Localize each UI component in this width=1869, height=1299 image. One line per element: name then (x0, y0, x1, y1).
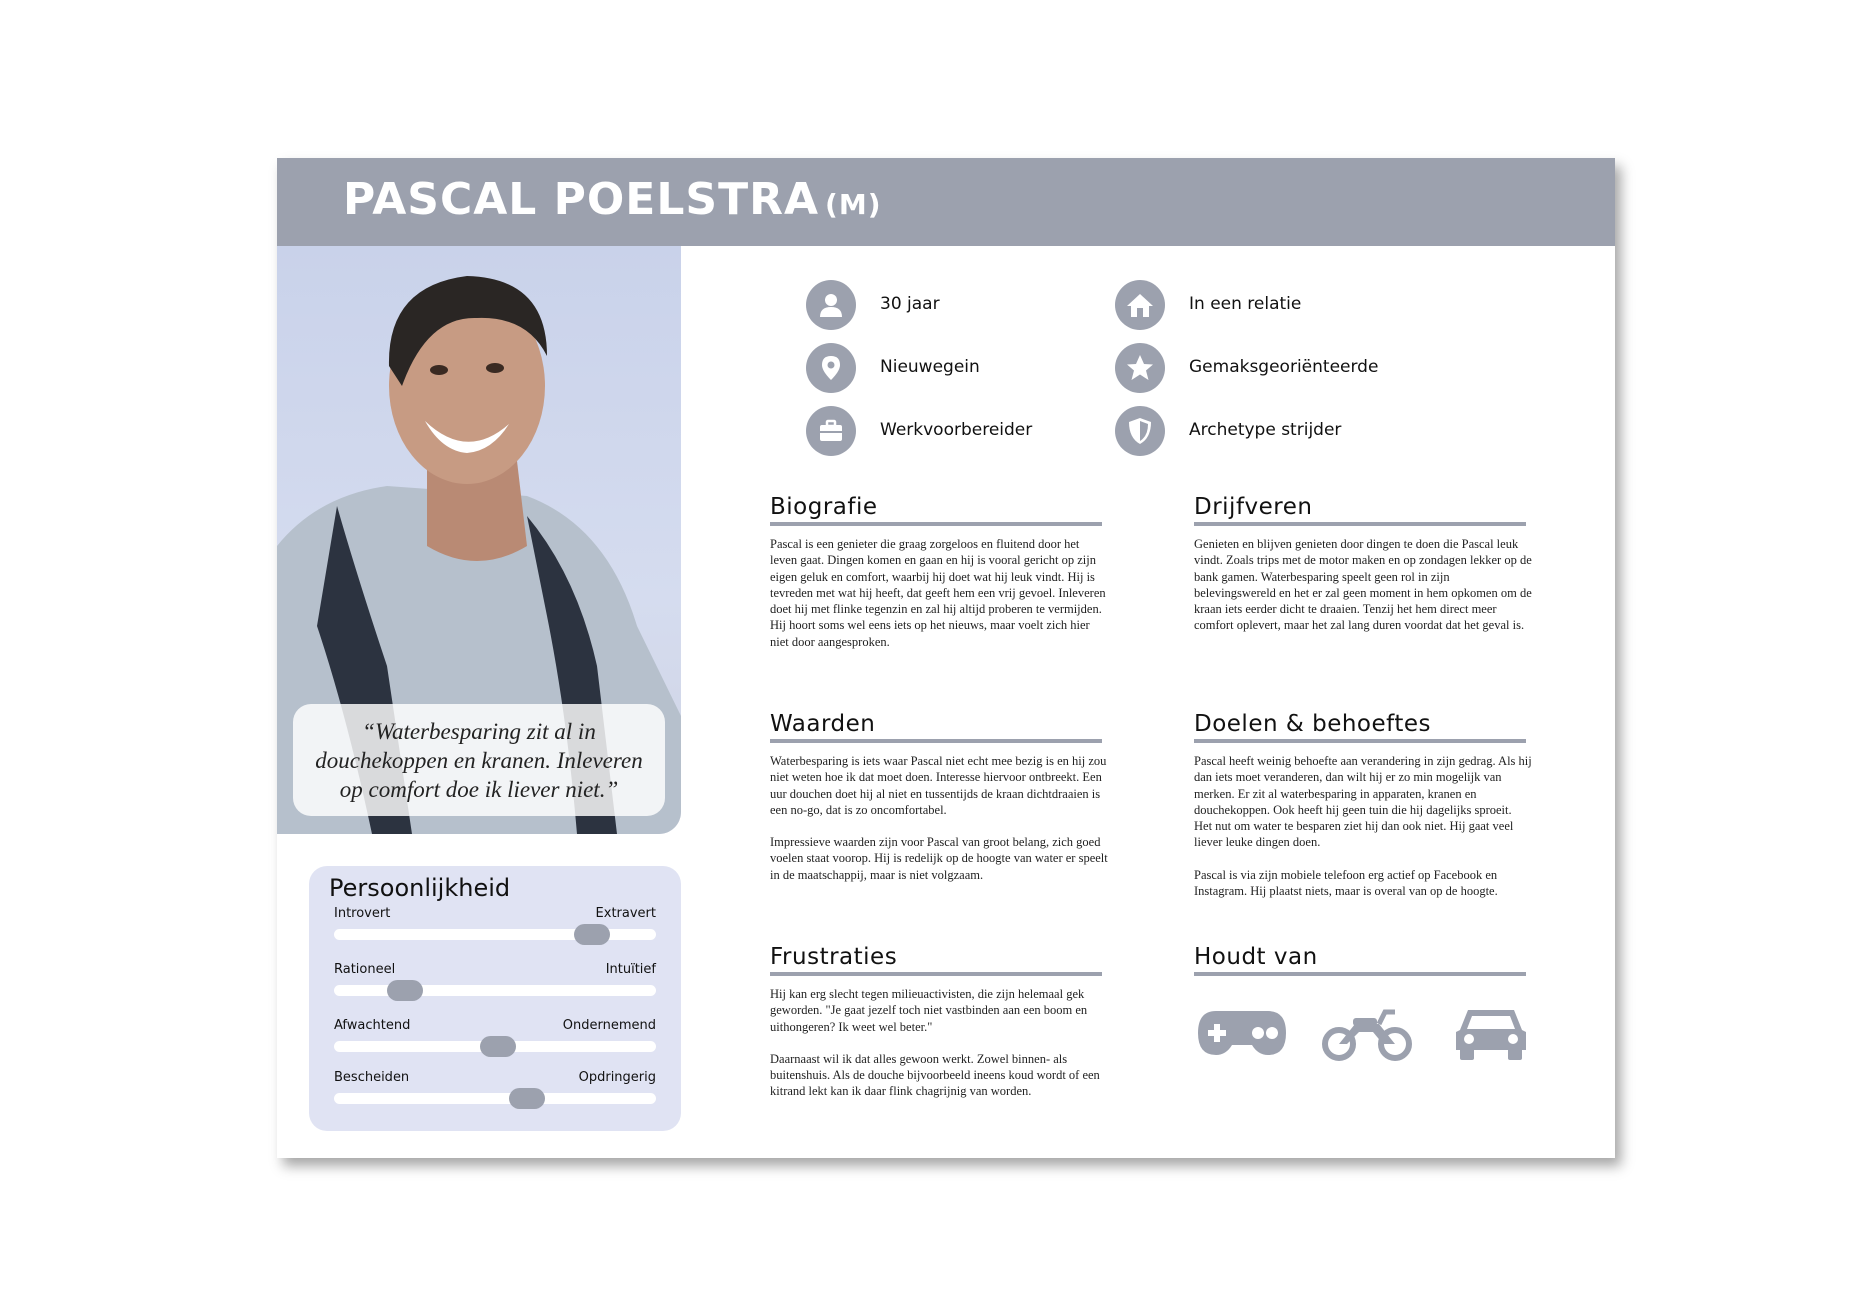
paragraph: Hij kan erg slecht tegen milieuactivisten, die zijn helemaal gek geworden. "Je gaat jezelf toch niet vastbinden aan een boom en uithongeren? Ik weet wel beter." (770, 987, 1088, 1034)
persona-quote: “Waterbesparing zit al in douchekoppen en kranen. Inleveren op comfort doe ik liever niet.” (293, 704, 665, 816)
section-divider (770, 739, 1102, 743)
trait-right-label: Ondernemend (562, 1018, 656, 1033)
persona-gender: (M) (825, 188, 882, 221)
trait-left-label: Bescheiden (334, 1070, 410, 1085)
section-title-houdt-van: Houdt van (1194, 944, 1318, 970)
location-icon (806, 343, 856, 393)
trait-left-label: Rationeel (334, 962, 396, 977)
trait-right-label: Intuïtief (605, 962, 656, 977)
persona-name: PASCAL POELSTRA (M) (343, 174, 882, 225)
header-bar (277, 158, 1615, 246)
section-divider (1194, 972, 1526, 976)
paragraph: Genieten en blijven genieten door dingen te doen die Pascal leuk vindt. Zoals trips met de motor maken en op zondagen lekker op de bank gamen. Waterbesparing speelt geen rol in zijn belevingswereld en het er zal geen moment in hem opkomen om de kraan iets eerder dicht te draaien. Tenzij het hem direct meer comfort oplevert, maar het zal lang duren voordat dat het geval is. (1194, 537, 1532, 633)
section-title-waarden: Waarden (770, 711, 876, 737)
trait-slider-knob[interactable] (574, 924, 610, 945)
trait-right-label: Extravert (595, 906, 656, 921)
trait-left-label: Afwachtend (334, 1018, 411, 1033)
briefcase-icon (806, 406, 856, 456)
shield-icon (1115, 406, 1165, 456)
trait-slider-track[interactable] (334, 1093, 656, 1104)
section-title-doelen: Doelen & behoeftes (1194, 711, 1432, 737)
paragraph: Pascal heeft weinig behoefte aan verandering in zijn gedrag. Als hij dan iets moet veranderen, dan wilt hij er zo min mogelijk van merken. Er zit al waterbesparing in apparaten, kranen en douchekoppen. Ook heeft hij geen tuin die hij dagelijks sproeit. Het nut om water te besparen ziet hij dan ook niet. Hij gaat veel liever leuke dingen doen. (1194, 754, 1532, 850)
section-title-frustraties: Frustraties (770, 944, 898, 970)
personality-panel (309, 866, 681, 1131)
paragraph: Pascal is via zijn mobiele telefoon erg actief op Facebook en Instagram. Hij plaatst niets, maar is overal van op de hoogte. (1194, 867, 1498, 899)
personality-title: Persoonlijkheid (329, 874, 511, 902)
person-icon (806, 280, 856, 330)
paragraph: Waterbesparing is iets waar Pascal niet echt mee bezig is en hij zou niet weten hoe ik dat moet doen. Interesse hiervoor ontbreekt. Een uur douchen doet hij al niet en tussentijds de kraan dichtdraaien is een no-go, dat is zo oncomfortabel. (770, 754, 1107, 817)
info-archetype: Archetype strijder (1189, 420, 1342, 440)
info-type: Gemaksgeoriënteerde (1189, 357, 1379, 377)
trait-right-label: Opdringerig (578, 1070, 656, 1085)
section-body-doelen (1194, 753, 1532, 915)
trait-left-label: Introvert (334, 906, 391, 921)
info-relationship: In een relatie (1189, 294, 1302, 314)
section-title-drijfveren: Drijfveren (1194, 494, 1313, 520)
section-body-biografie (770, 536, 1108, 666)
section-divider (1194, 522, 1526, 526)
info-job: Werkvoorbereider (880, 420, 1033, 440)
section-body-frustraties (770, 986, 1108, 1116)
info-location: Nieuwegein (880, 357, 980, 377)
trait-slider-track[interactable] (334, 985, 656, 996)
info-age: 30 jaar (880, 294, 940, 314)
paragraph: Daarnaast wil ik dat alles gewoon werkt. Zowel binnen- als buitenshuis. Als de douche bijvoorbeeld ineens koud wordt of een kitrand lekt kan ik daar flink chagrijnig van worden. (770, 1051, 1100, 1099)
paragraph: Impressieve waarden zijn voor Pascal van groot belang, zich goed voelen staat voorop. Hij is redelijk op de hoogte van water er speelt in de maatschappij, maar is niet volgzaam. (770, 835, 1108, 882)
trait-slider-knob[interactable] (509, 1088, 545, 1109)
trait-slider-knob[interactable] (387, 980, 423, 1001)
car-icon (1454, 1004, 1528, 1062)
persona-card (277, 158, 1615, 1158)
section-body-drijfveren (1194, 536, 1532, 650)
gamepad-icon (1196, 1009, 1288, 1057)
section-body-waarden (770, 753, 1108, 899)
section-title-biografie: Biografie (770, 494, 878, 520)
trait-slider-knob[interactable] (480, 1036, 516, 1057)
section-divider (1194, 739, 1526, 743)
persona-photo (277, 246, 681, 834)
motorcycle-icon (1321, 1006, 1413, 1062)
paragraph: Pascal is een genieter die graag zorgeloos en fluitend door het leven gaat. Dingen komen en gaan en hij is vooral gericht op zijn eigen geluk en comfort, waarbij hij doet wat hij leuk vindt. Hij is tevreden met wat hij heeft, dat geeft hem een vrij gevoel. Inleveren doet hij met flinke tegenzin en zal hij altijd proberen te vermijden. Hij hoort soms wel eens iets op het nieuws, maar voelt zich hier niet door aangesproken. (770, 537, 1106, 649)
star-icon (1115, 343, 1165, 393)
home-icon (1115, 280, 1165, 330)
section-divider (770, 522, 1102, 526)
section-divider (770, 972, 1102, 976)
